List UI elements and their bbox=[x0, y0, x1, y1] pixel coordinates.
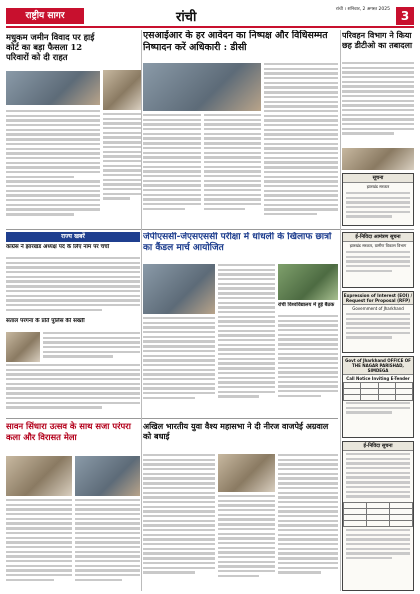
advert-eoi bbox=[342, 291, 414, 353]
advert-etender-2-table bbox=[343, 502, 413, 527]
advert-etender-2-title: ई-निविदा सूचना bbox=[343, 442, 413, 451]
story-candle-march-body-a bbox=[143, 317, 215, 414]
story-land-dispute-photo bbox=[6, 71, 100, 105]
advert-etender-2 bbox=[342, 441, 414, 591]
advert-eoi-sub: Government of Jharkhand bbox=[352, 306, 404, 311]
sub-story-1-body bbox=[6, 257, 140, 315]
sub-story-2-body-a bbox=[43, 332, 140, 362]
newspaper-logo: राष्ट्रीय सागर bbox=[6, 8, 84, 24]
section-divider bbox=[6, 229, 414, 230]
advert-nagar-parishad-table bbox=[343, 382, 413, 401]
sub-story-2-headline: संताल परगना के प्रति पुलिस की सख्ती bbox=[6, 318, 85, 324]
sub-story-1-headline: कांग्रेस ने झारखंड अध्यक्ष पद के लिए नाम पर चर्चा bbox=[6, 244, 110, 250]
story-vaishya-body-c bbox=[278, 454, 338, 591]
section-divider-2 bbox=[6, 418, 338, 419]
story-candle-march-body-b bbox=[218, 264, 275, 414]
advert-etender-1 bbox=[342, 232, 414, 288]
section-tag: राज्य खबरें bbox=[6, 232, 140, 242]
story-vaishya-headline: अखिल भारतीय युवा वैश्य महासभा ने दी नीरज वाजपेई अग्रवाल को बधाई bbox=[143, 421, 329, 441]
story-vaishya-body-b bbox=[218, 495, 275, 591]
advert-nagar-parishad-title: Govt of Jharkhand OFFICE OF THE NAGAR PARISHAD, SIMDEGA bbox=[343, 357, 413, 375]
column-rule-2 bbox=[340, 30, 341, 591]
story-sawan-photo-1 bbox=[6, 456, 72, 496]
edition-city: रांची bbox=[176, 10, 197, 25]
story-sir-photo bbox=[143, 63, 261, 111]
portrait-photo bbox=[103, 70, 141, 110]
column-rule-1 bbox=[141, 30, 142, 591]
story-sawan-headline: सावन सिंधारा उत्सव के साथ सजा परंपरा कला और विरासत मेला bbox=[6, 421, 131, 442]
story-meeting-body bbox=[278, 315, 338, 414]
page-number: 3 bbox=[396, 7, 414, 25]
advert-notice-1-title: सूचना bbox=[343, 174, 413, 183]
story-land-dispute-headline: मधुकम जमीन विवाद पर हाई कोर्ट का बड़ा फैसला 12 परिवारों को दी राहत bbox=[6, 32, 95, 62]
advert-etender-1-sub: झारखंड सरकार, ग्रामीण विकास विभाग bbox=[349, 243, 407, 248]
advert-etender-1-title: ई-निविदा आमंत्रण सूचना bbox=[343, 233, 413, 242]
story-candle-march-headline: जेपीएससी-जेएसएससी परीक्षा में धांधली के खिलाफ छात्रों का कैंडल मार्च आयोजित bbox=[143, 232, 332, 253]
story-sir-body-right bbox=[264, 63, 338, 226]
advert-nagar-parishad bbox=[342, 356, 414, 438]
story-transport-headline: परिवहन विभाग ने किया छह डीटीओ का तबादला bbox=[342, 30, 413, 50]
sub-story-2-body-b bbox=[6, 364, 140, 416]
story-sawan-photo-2 bbox=[75, 456, 140, 496]
story-sawan-body-b bbox=[75, 499, 140, 591]
advert-nagar-parishad-sub: Call Notice Inviting E-Tender bbox=[346, 376, 410, 381]
story-vaishya-body-a bbox=[143, 454, 215, 591]
story-sir-body-a bbox=[143, 114, 201, 226]
sub-story-3-headline: रांची विश्वविद्यालय में हुई बैठक bbox=[278, 302, 335, 308]
sub-story-2-photo bbox=[6, 332, 40, 362]
story-sir-body-b bbox=[204, 114, 261, 226]
story-transport-photo bbox=[342, 148, 414, 170]
advert-eoi-title: Expression of Interest (EOI) / Request for Proposal (RFP) bbox=[343, 293, 413, 303]
advert-notice-1-sub: झारखंड सरकार bbox=[366, 184, 390, 189]
story-vaishya-photo bbox=[218, 454, 275, 492]
story-sir-headline: एसआईआर के हर आवेदन का निष्पक्ष और विधिसम्मत निष्पादन करें अधिकारी : डीसी bbox=[143, 30, 328, 53]
edition-date: रांची । शनिवार, 2 अगस्त 2025 bbox=[335, 7, 390, 12]
story-meeting-photo bbox=[278, 264, 338, 300]
advert-notice-1 bbox=[342, 173, 414, 226]
story-sawan-body-a bbox=[6, 499, 72, 591]
story-candle-march-photo bbox=[143, 264, 215, 314]
story-col2-body bbox=[103, 113, 141, 226]
story-transport-body bbox=[342, 62, 414, 146]
masthead bbox=[6, 6, 414, 28]
story-land-dispute-body bbox=[6, 108, 100, 226]
